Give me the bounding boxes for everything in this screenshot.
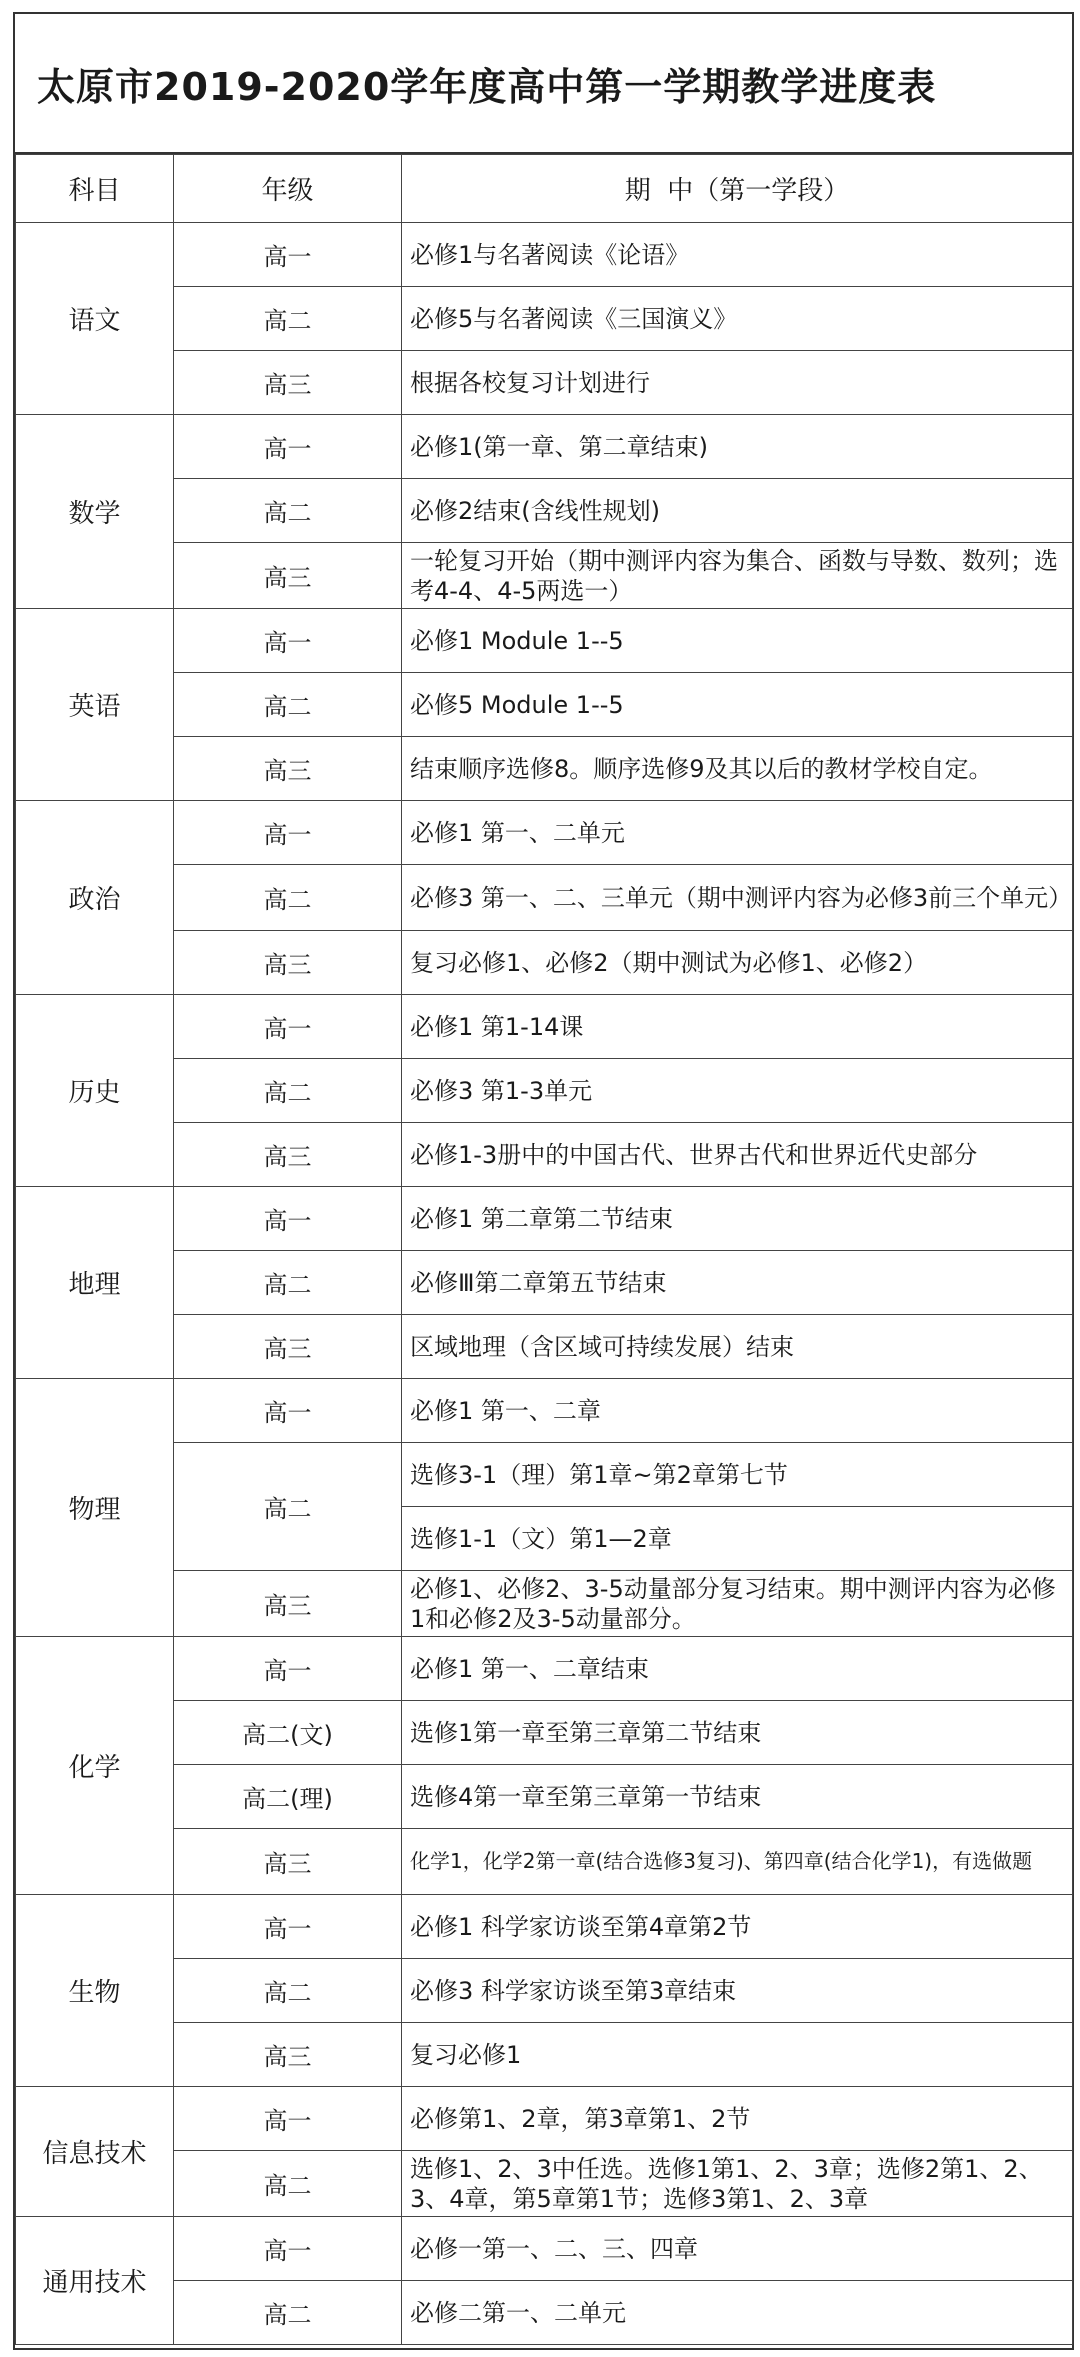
grade-cell: 高二(文) bbox=[174, 1701, 402, 1765]
subject-cell: 历史 bbox=[16, 995, 174, 1187]
table-row bbox=[16, 1059, 1073, 1123]
content-cell: 必修5 Module 1--5 bbox=[402, 673, 1073, 737]
subject-cell: 信息技术 bbox=[16, 2087, 174, 2217]
table-row bbox=[16, 1379, 1073, 1443]
grade-cell: 高一 bbox=[174, 1637, 402, 1701]
header-row bbox=[16, 155, 1073, 223]
content-cell: 必修1、必修2、3-5动量部分复习结束。期中测评内容为必修1和必修2及3-5动量部分。 bbox=[402, 1571, 1073, 1637]
table-row bbox=[16, 287, 1073, 351]
grade-cell: 高一 bbox=[174, 2087, 402, 2151]
table-row bbox=[16, 543, 1073, 609]
table-row bbox=[16, 931, 1073, 995]
table-row bbox=[16, 223, 1073, 287]
grade-cell: 高二 bbox=[174, 1251, 402, 1315]
content-cell: 必修1 第一、二单元 bbox=[402, 801, 1073, 865]
content-cell: 必修1 第一、二章结束 bbox=[402, 1637, 1073, 1701]
grade-cell: 高三 bbox=[174, 1123, 402, 1187]
content-cell: 选修1第一章至第三章第二节结束 bbox=[402, 1701, 1073, 1765]
content-cell: 复习必修1 bbox=[402, 2023, 1073, 2087]
content-cell: 必修2结束(含线性规划) bbox=[402, 479, 1073, 543]
table-row bbox=[16, 609, 1073, 673]
header-subject: 科目 bbox=[16, 155, 174, 223]
table-row bbox=[16, 1251, 1073, 1315]
grade-cell: 高一 bbox=[174, 415, 402, 479]
subject-cell: 语文 bbox=[16, 223, 174, 415]
schedule-table bbox=[15, 154, 1073, 2345]
grade-cell: 高二 bbox=[174, 1443, 402, 1571]
table-row bbox=[16, 479, 1073, 543]
grade-cell: 高二 bbox=[174, 1059, 402, 1123]
grade-cell: 高三 bbox=[174, 1315, 402, 1379]
subject-cell: 政治 bbox=[16, 801, 174, 995]
table-row bbox=[16, 865, 1073, 931]
table-row bbox=[16, 351, 1073, 415]
content-cell: 选修1、2、3中任选。选修1第1、2、3章；选修2第1、2、3、4章，第5章第1节；选修3第1、2、3章 bbox=[402, 2151, 1073, 2217]
content-cell: 必修第1、2章，第3章第1、2节 bbox=[402, 2087, 1073, 2151]
table-row bbox=[16, 2217, 1073, 2281]
subject-cell: 物理 bbox=[16, 1379, 174, 1637]
table-row bbox=[16, 1571, 1073, 1637]
grade-cell: 高二 bbox=[174, 287, 402, 351]
table-row bbox=[16, 415, 1073, 479]
grade-cell: 高三 bbox=[174, 1571, 402, 1637]
grade-cell: 高一 bbox=[174, 609, 402, 673]
grade-cell: 高三 bbox=[174, 543, 402, 609]
grade-cell: 高一 bbox=[174, 1895, 402, 1959]
content-cell: 必修1 第二章第二节结束 bbox=[402, 1187, 1073, 1251]
header-content: 期 中（第一学段） bbox=[402, 155, 1073, 223]
header-grade: 年级 bbox=[174, 155, 402, 223]
grade-cell: 高二(理) bbox=[174, 1765, 402, 1829]
table-row bbox=[16, 1765, 1073, 1829]
table-row bbox=[16, 2023, 1073, 2087]
content-cell: 必修3 第1-3单元 bbox=[402, 1059, 1073, 1123]
grade-cell: 高二 bbox=[174, 2151, 402, 2217]
content-cell: 结束顺序选修8。顺序选修9及其以后的教材学校自定。 bbox=[402, 737, 1073, 801]
content-cell: 必修1-3册中的中国古代、世界古代和世界近代史部分 bbox=[402, 1123, 1073, 1187]
content-cell: 必修5与名著阅读《三国演义》 bbox=[402, 287, 1073, 351]
table-row bbox=[16, 737, 1073, 801]
grade-cell: 高三 bbox=[174, 1829, 402, 1895]
content-cell: 复习必修1、必修2（期中测试为必修1、必修2） bbox=[402, 931, 1073, 995]
grade-cell: 高一 bbox=[174, 801, 402, 865]
subject-cell: 生物 bbox=[16, 1895, 174, 2087]
table-row bbox=[16, 1701, 1073, 1765]
grade-cell: 高一 bbox=[174, 2217, 402, 2281]
content-cell: 化学1，化学2第一章(结合选修3复习)、第四章(结合化学1)，有选做题 bbox=[402, 1829, 1073, 1895]
content-cell: 选修1-1（文）第1—2章 bbox=[402, 1507, 1073, 1571]
grade-cell: 高二 bbox=[174, 673, 402, 737]
content-cell: 必修一第一、二、三、四章 bbox=[402, 2217, 1073, 2281]
table-row bbox=[16, 2281, 1073, 2345]
table-row bbox=[16, 1187, 1073, 1251]
table-row bbox=[16, 2151, 1073, 2217]
content-cell: 选修3-1（理）第1章~第2章第七节 bbox=[402, 1443, 1073, 1507]
content-cell: 必修3 第一、二、三单元（期中测评内容为必修3前三个单元） bbox=[402, 865, 1073, 931]
grade-cell: 高二 bbox=[174, 2281, 402, 2345]
content-cell: 必修1(第一章、第二章结束) bbox=[402, 415, 1073, 479]
table-row bbox=[16, 1637, 1073, 1701]
subject-cell: 化学 bbox=[16, 1637, 174, 1895]
content-cell: 必修1 Module 1--5 bbox=[402, 609, 1073, 673]
page-title: 太原市2019-2020学年度高中第一学期教学进度表 bbox=[15, 14, 1072, 154]
schedule-sheet bbox=[13, 12, 1074, 2350]
grade-cell: 高二 bbox=[174, 479, 402, 543]
table-row bbox=[16, 1443, 1073, 1507]
table-row bbox=[16, 2087, 1073, 2151]
grade-cell: 高三 bbox=[174, 931, 402, 995]
table-row bbox=[16, 1123, 1073, 1187]
table-row bbox=[16, 801, 1073, 865]
content-cell: 必修1 第一、二章 bbox=[402, 1379, 1073, 1443]
content-cell: 必修1与名著阅读《论语》 bbox=[402, 223, 1073, 287]
grade-cell: 高二 bbox=[174, 865, 402, 931]
grade-cell: 高一 bbox=[174, 223, 402, 287]
grade-cell: 高二 bbox=[174, 1959, 402, 2023]
content-cell: 一轮复习开始（期中测评内容为集合、函数与导数、数列；选考4-4、4-5两选一） bbox=[402, 543, 1073, 609]
content-cell: 必修3 科学家访谈至第3章结束 bbox=[402, 1959, 1073, 2023]
grade-cell: 高一 bbox=[174, 1187, 402, 1251]
content-cell: 必修1 科学家访谈至第4章第2节 bbox=[402, 1895, 1073, 1959]
content-cell: 选修4第一章至第三章第一节结束 bbox=[402, 1765, 1073, 1829]
content-cell: 必修二第一、二单元 bbox=[402, 2281, 1073, 2345]
subject-cell: 通用技术 bbox=[16, 2217, 174, 2345]
content-cell: 必修1 第1-14课 bbox=[402, 995, 1073, 1059]
table-row bbox=[16, 673, 1073, 737]
content-cell: 区域地理（含区域可持续发展）结束 bbox=[402, 1315, 1073, 1379]
grade-cell: 高三 bbox=[174, 737, 402, 801]
grade-cell: 高三 bbox=[174, 2023, 402, 2087]
table-row bbox=[16, 1895, 1073, 1959]
subject-cell: 地理 bbox=[16, 1187, 174, 1379]
table-row bbox=[16, 1829, 1073, 1895]
table-row bbox=[16, 1959, 1073, 2023]
subject-cell: 英语 bbox=[16, 609, 174, 801]
grade-cell: 高一 bbox=[174, 1379, 402, 1443]
table-row bbox=[16, 995, 1073, 1059]
table-row bbox=[16, 1315, 1073, 1379]
content-cell: 必修Ⅲ第二章第五节结束 bbox=[402, 1251, 1073, 1315]
grade-cell: 高一 bbox=[174, 995, 402, 1059]
content-cell: 根据各校复习计划进行 bbox=[402, 351, 1073, 415]
subject-cell: 数学 bbox=[16, 415, 174, 609]
grade-cell: 高三 bbox=[174, 351, 402, 415]
